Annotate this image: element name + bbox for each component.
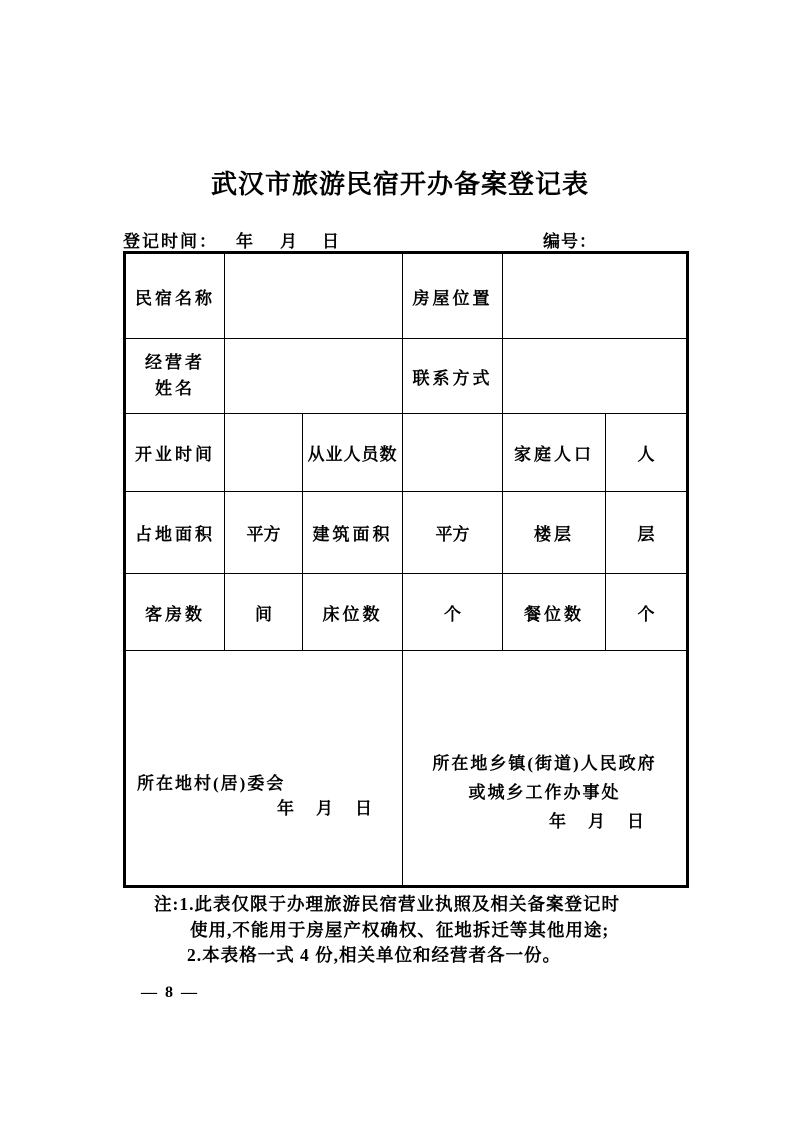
table-row [125,253,688,339]
day-word: 日 [322,232,339,251]
family-population-label: 家庭人口 [503,414,606,492]
opening-time-label: 开业时间 [125,414,225,492]
house-location-label: 房屋位置 [403,253,503,339]
contact-blank-cell [503,339,688,414]
operator-name-label [125,339,225,414]
month-word: 月 [588,812,605,831]
page-number: — 8 — [141,984,199,1001]
land-area-label: 占地面积 [125,492,225,574]
township-label-line2: 或城乡工作办事处 [468,783,621,802]
homestay-name-label: 民宿名称 [125,253,225,339]
beds-label: 床位数 [303,574,403,651]
year-word: 年 [236,232,253,251]
year-word: 年 [549,812,566,831]
serial-number-label: 编号： [543,232,597,251]
village-committee-date [277,794,372,819]
floors-unit: 层 [606,492,688,574]
township-government-label [403,749,686,807]
floors-label: 楼层 [503,492,606,574]
dining-seats-unit: 个 [606,574,688,651]
month-word: 月 [316,798,333,818]
table-row [125,414,688,492]
footnote-2: 2.本表格一式 4 份,相关单位和经营者各一份。 [187,945,561,965]
land-area-unit: 平方 [225,492,303,574]
house-location-blank-cell [503,253,688,339]
table-row [125,651,688,887]
village-committee-cell [125,651,403,887]
township-label-line1: 所在地乡镇(街道)人民政府 [432,754,657,773]
form-title: 武汉市旅游民宿开办备案登记表 [210,170,589,199]
dining-seats-label: 餐位数 [503,574,606,651]
township-government-cell [403,651,688,887]
contact-label: 联系方式 [403,339,503,414]
employees-label: 从业人员数 [303,414,403,492]
day-word: 日 [627,812,644,831]
township-government-date [549,807,644,832]
building-area-label: 建筑面积 [303,492,403,574]
homestay-name-blank-cell [225,253,403,339]
village-committee-label: 所在地村(居)委会 [137,773,286,793]
footnote-1 [154,892,686,943]
beds-unit: 个 [403,574,503,651]
table-row [125,574,688,651]
guest-rooms-label: 客房数 [125,574,225,651]
operator-name-blank-cell [225,339,403,414]
table-row [125,339,688,414]
operator-name-label-line1: 经营者 [145,353,205,372]
registration-table [123,251,689,888]
registration-time-label: 登记时间： [123,232,218,251]
building-area-unit: 平方 [403,492,503,574]
year-word: 年 [277,798,294,818]
day-word: 日 [355,798,372,818]
table-row [125,492,688,574]
employees-blank-cell [403,414,503,492]
header-line [123,227,690,249]
footnotes [154,892,686,969]
month-word: 月 [280,232,297,251]
family-population-unit: 人 [606,414,688,492]
operator-name-label-line2: 姓名 [155,379,195,398]
footnote-1-line2: 使用,不能用于房屋产权确权、征地拆迁等其他用途; [190,919,610,940]
guest-rooms-unit: 间 [225,574,303,651]
footnote-1-line1: 注:1.此表仅限于办理旅游民宿营业执照及相关备案登记时 [154,894,620,914]
opening-time-blank-cell [225,414,303,492]
